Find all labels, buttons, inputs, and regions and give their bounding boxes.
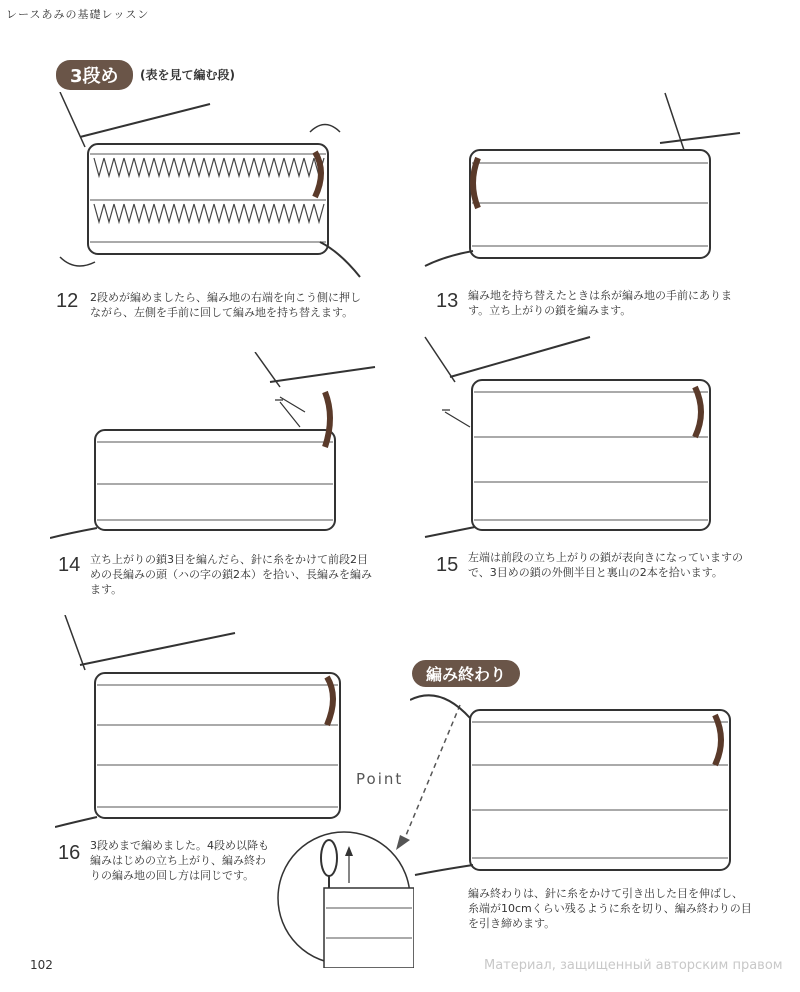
step-text: 3段めまで編めました。4段め以降も編みはじめの立ち上がり、編み終わりの編み地の回し方は同じです。 [90,839,269,882]
step-text: 左端は前段の立ち上がりの鎖が表向きになっていますので、3目めの鎖の外側半目と裏山の2本を拾います。 [468,551,743,579]
figure-step-12 [50,92,370,282]
finish-title-pill: 編み終わり [412,660,520,687]
figure-finish [410,690,750,880]
step-number: 12 [56,290,79,312]
figure-step-16 [55,615,355,830]
step-number: 15 [436,554,459,576]
page-number: 102 [30,958,53,972]
copyright-watermark: Материал, защищенный авторским правом [484,958,783,973]
finish-text: 編み終わりは、針に糸をかけて引き出した目を伸ばし、糸端が10cmくらい残るように糸を切り、編み終わりの目を引き締めます。 [468,887,752,930]
page-header: レースあみの基礎レッスン [6,8,150,21]
figure-step-15 [420,332,750,542]
section-subtitle: (表を見て編む段) [140,68,235,82]
step-text: 編み地を持ち替えたときは糸が編み地の手前にあります。立ち上がりの鎖を編みます。 [468,289,732,317]
section-title-pill: 3段め [56,60,133,90]
knitted-swatch [88,144,328,254]
figure-step-14 [50,352,380,542]
step-number: 16 [58,842,81,864]
step-number: 13 [436,290,459,312]
step-number: 14 [58,554,81,576]
step-text: 立ち上がりの鎖3目を編んだら、針に糸をかけて前段2目めの長編みの頭（ハの字の鎖2本）を拾い、長編みを編みます。 [90,553,372,596]
step-text: 2段めが編めましたら、編み地の右端を向こう側に押しながら、左側を手前に回して編み地を持ち替えます。 [90,291,361,319]
point-detail-circle [274,828,414,968]
point-label: Point [356,770,404,788]
figure-step-13 [420,88,750,278]
